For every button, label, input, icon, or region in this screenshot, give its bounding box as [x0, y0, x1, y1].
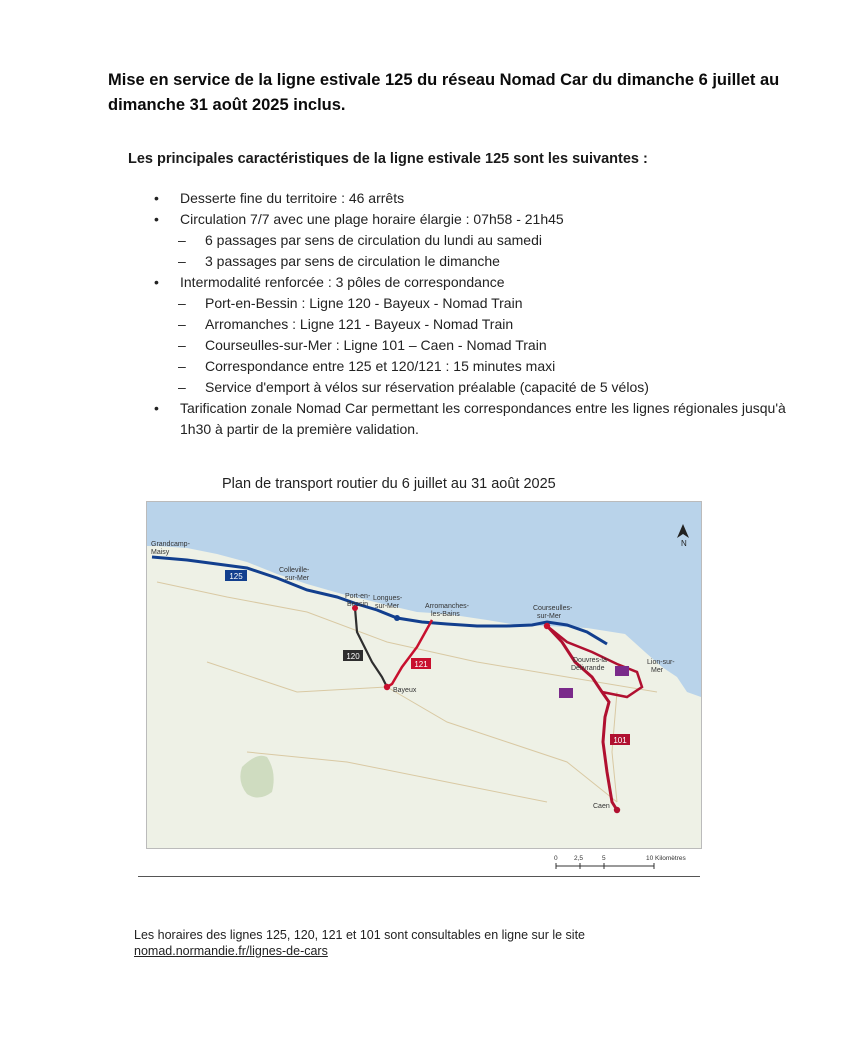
list-item: [150, 398, 790, 440]
bullet-icon: •: [154, 190, 159, 206]
sub-list-item: [150, 251, 790, 272]
scale-label: 0: [554, 855, 558, 862]
badge-120-label: 120: [346, 652, 360, 661]
footer-note: [134, 927, 585, 959]
stop-marker: [394, 615, 400, 621]
badge-purple: [559, 688, 573, 698]
bullet-icon: •: [154, 211, 159, 227]
separator-line: [138, 876, 700, 877]
dash-icon: –: [178, 337, 186, 353]
stop-marker: [614, 807, 620, 813]
sub-list-item: [150, 335, 790, 356]
timetable-link[interactable]: nomad.normandie.fr/lignes-de-cars: [134, 944, 328, 958]
sub-item-text: Correspondance entre 125 et 120/121 : 15 minutes maxi: [205, 358, 556, 374]
dash-icon: –: [178, 379, 186, 395]
sub-item-text: Port-en-Bessin : Ligne 120 - Bayeux - Nomad Train: [205, 295, 523, 311]
bullet-icon: •: [154, 274, 159, 290]
badge-121-label: 121: [414, 660, 428, 669]
list-item: [150, 188, 790, 209]
place-grandcamp-2: Maisy: [151, 549, 170, 556]
bullet-icon: •: [154, 400, 159, 416]
scale-label: 10 Kilomètres: [646, 855, 686, 862]
place-port-en-bessin-2: Bessin: [347, 601, 369, 608]
place-douvres: Douvres-la-: [573, 657, 610, 664]
list-item-text: Desserte fine du territoire : 46 arrêts: [180, 190, 405, 206]
sub-item-text: 6 passages par sens de circulation du lundi au samedi: [205, 232, 542, 248]
sub-item-text: Service d'emport à vélos sur réservation préalable (capacité de 5 vélos): [205, 379, 649, 395]
place-courseulles-2: sur-Mer: [537, 613, 562, 620]
place-courseulles: Courseulles-: [533, 605, 573, 612]
sub-list-item: [150, 377, 790, 398]
place-colleville: Colleville-: [279, 567, 310, 574]
list-item-text: Circulation 7/7 avec une plage horaire élargie : 07h58 - 21h45: [180, 211, 564, 227]
list-item: [150, 209, 790, 230]
dash-icon: –: [178, 253, 186, 269]
list-item: [150, 272, 790, 293]
intro-heading: Les principales caractéristiques de la ligne estivale 125 sont les suivantes :: [128, 151, 648, 167]
characteristics-list: [150, 188, 790, 440]
dash-icon: –: [178, 316, 186, 332]
place-longues: Longues-: [373, 595, 403, 602]
place-grandcamp: Grandcamp-: [151, 541, 190, 548]
list-item-text: Tarification zonale Nomad Car permettant les correspondances entre les lignes régionales jusqu'à 1h30 à partir de la première validation.: [180, 400, 786, 437]
scale-label: 5: [602, 855, 606, 862]
sub-list-item: [150, 356, 790, 377]
scale-bar: [554, 852, 700, 872]
place-bayeux: Bayeux: [393, 687, 417, 694]
badge-101-label: 101: [613, 736, 627, 745]
sub-item-text: Arromanches : Ligne 121 - Bayeux - Nomad Train: [205, 316, 514, 332]
sub-list-item: [150, 230, 790, 251]
sub-list-item: [150, 293, 790, 314]
sub-item-text: 3 passages par sens de circulation le dimanche: [205, 253, 500, 269]
north-label: N: [681, 539, 687, 548]
place-arromanches-2: les-Bains: [431, 611, 460, 618]
place-lion-2: Mer: [651, 667, 664, 674]
map-title: Plan de transport routier du 6 juillet au 31 août 2025: [222, 476, 556, 492]
stop-marker: [544, 623, 550, 629]
place-lion: Lion-sur-: [647, 659, 675, 666]
dash-icon: –: [178, 358, 186, 374]
transport-map: [146, 501, 702, 849]
badge-purple: [615, 666, 629, 676]
footer-text: Les horaires des lignes 125, 120, 121 et 101 sont consultables en ligne sur le site: [134, 928, 585, 942]
sub-item-text: Courseulles-sur-Mer : Ligne 101 – Caen - Nomad Train: [205, 337, 547, 353]
list-item-text: Intermodalité renforcée : 3 pôles de correspondance: [180, 274, 505, 290]
scale-label: 2,5: [574, 855, 584, 862]
place-caen: Caen: [593, 803, 610, 810]
dash-icon: –: [178, 232, 186, 248]
sub-list-item: [150, 314, 790, 335]
map-scale: [554, 852, 700, 877]
place-arromanches: Arromanches-: [425, 603, 469, 610]
map-svg: [147, 502, 701, 848]
dash-icon: –: [178, 295, 186, 311]
badge-125-label: 125: [229, 572, 243, 581]
place-douvres-2: Délivrande: [571, 665, 605, 672]
place-colleville-2: sur-Mer: [285, 575, 310, 582]
place-port-en-bessin: Port-en-: [345, 593, 371, 600]
page-title: Mise en service de la ligne estivale 125 du réseau Nomad Car du dimanche 6 juillet au dimanche 31 août 2025 inclus.: [108, 71, 780, 114]
stop-marker: [384, 684, 390, 690]
place-longues-2: sur-Mer: [375, 603, 400, 610]
